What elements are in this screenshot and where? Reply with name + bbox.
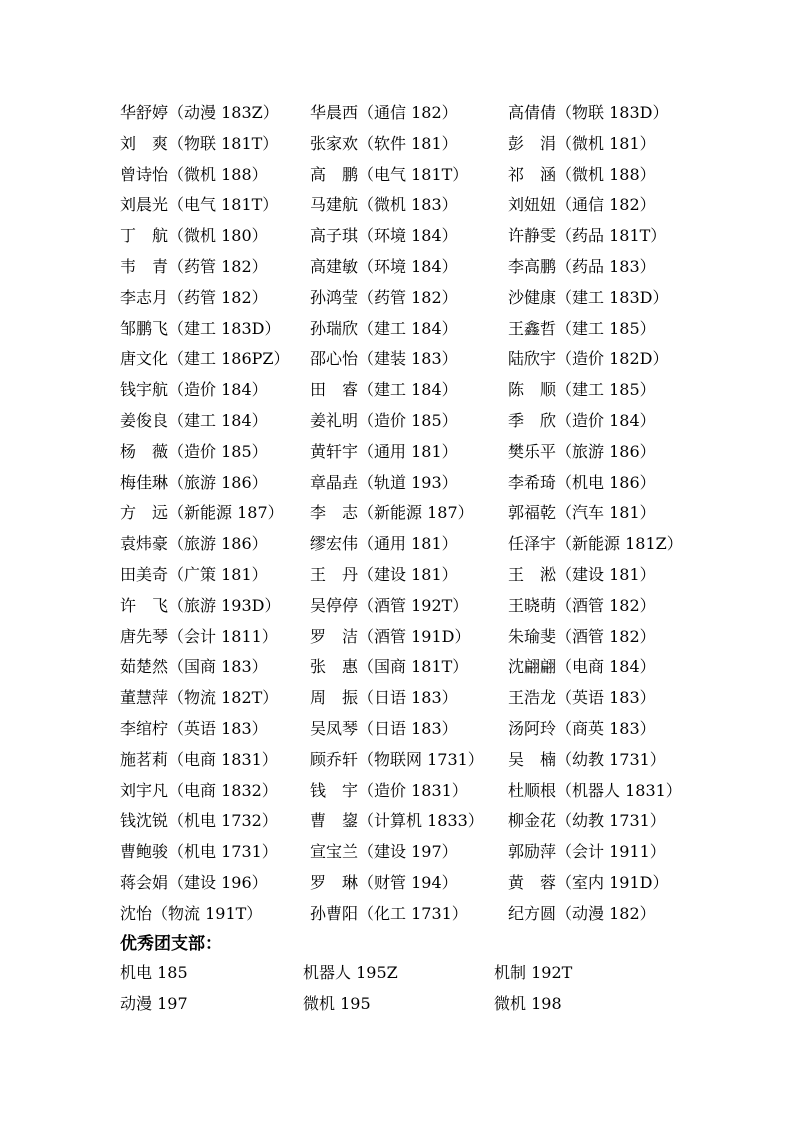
name-entry: 李 志（新能源 187）: [310, 503, 474, 523]
name-entry: 张 惠（国商 181T）: [310, 657, 469, 677]
name-entry: 马建航（微机 183）: [310, 195, 458, 215]
name-row: [0, 160, 793, 191]
name-entry: 丁 航（微机 180）: [120, 226, 268, 246]
name-entry: 纪方圆（动漫 182）: [508, 903, 656, 923]
name-row: [0, 560, 793, 591]
name-entry: 王 淞（建设 181）: [508, 564, 656, 584]
name-entry: 罗 琳（财管 194）: [310, 872, 458, 892]
name-row: [0, 622, 793, 653]
name-entry: 孙瑞欣（建工 184）: [310, 318, 458, 338]
honor-list: [0, 98, 793, 930]
name-entry: 施茗莉（电商 1831）: [120, 749, 278, 769]
name-row: [0, 252, 793, 283]
name-entry: 周 振（日语 183）: [310, 688, 458, 708]
name-entry: 陆欣宇（造价 182D）: [508, 349, 669, 369]
name-entry: 张家欢（软件 181）: [310, 133, 458, 153]
name-row: [0, 468, 793, 499]
name-entry: 唐文化（建工 186PZ）: [120, 349, 290, 369]
name-entry: 杨 薇（造价 185）: [120, 441, 268, 461]
name-entry: 刘 爽（物联 181T）: [120, 133, 279, 153]
name-entry: 韦 青（药管 182）: [120, 256, 268, 276]
name-entry: 宣宝兰（建设 197）: [310, 842, 458, 862]
name-entry: 罗 洁（酒管 191D）: [310, 626, 471, 646]
name-entry: 高建敏（环境 184）: [310, 256, 458, 276]
name-entry: 曹 鋆（计算机 1833）: [310, 811, 484, 831]
branch-entry: 机器人 195Z: [303, 963, 398, 982]
name-entry: 孙曹阳（化工 1731）: [310, 903, 468, 923]
name-row: [0, 806, 793, 837]
branch-entry: 机电 185: [120, 963, 188, 982]
name-entry: 方 远（新能源 187）: [120, 503, 284, 523]
name-entry: 王浩龙（英语 183）: [508, 688, 656, 708]
name-entry: 郭励萍（会计 1911）: [508, 842, 666, 862]
name-entry: 沈怡（物流 191T）: [120, 903, 263, 923]
name-entry: 姜礼明（造价 185）: [310, 410, 458, 430]
name-entry: 沙健康（建工 183D）: [508, 287, 669, 307]
name-entry: 许静雯（药品 181T）: [508, 226, 667, 246]
name-row: [0, 498, 793, 529]
name-entry: 吴 楠（幼教 1731）: [508, 749, 666, 769]
name-row: [0, 591, 793, 622]
name-entry: 黄轩宇（通用 181）: [310, 441, 458, 461]
name-row: [0, 714, 793, 745]
name-entry: 唐先琴（会计 1811）: [120, 626, 278, 646]
name-entry: 彭 涓（微机 181）: [508, 133, 656, 153]
name-row: [0, 776, 793, 807]
branch-row: [0, 989, 793, 1020]
name-entry: 陈 顺（建工 185）: [508, 380, 656, 400]
name-row: [0, 344, 793, 375]
name-entry: 姜俊良（建工 184）: [120, 410, 268, 430]
branch-entry: 微机 195: [303, 994, 371, 1013]
name-entry: 许 飞（旅游 193D）: [120, 595, 281, 615]
name-entry: 李希琦（机电 186）: [508, 472, 656, 492]
name-entry: 刘妞妞（通信 182）: [508, 195, 656, 215]
name-entry: 李志月（药管 182）: [120, 287, 268, 307]
name-entry: 李高鹏（药品 183）: [508, 256, 656, 276]
name-entry: 董慧萍（物流 182T）: [120, 688, 279, 708]
name-row: [0, 745, 793, 776]
name-row: [0, 375, 793, 406]
name-entry: 柳金花（幼教 1731）: [508, 811, 666, 831]
name-entry: 梅佳琳（旅游 186）: [120, 472, 268, 492]
name-entry: 田美奇（广策 181）: [120, 564, 268, 584]
name-entry: 沈翩翩（电商 184）: [508, 657, 656, 677]
name-entry: 朱瑜斐（酒管 182）: [508, 626, 656, 646]
name-row: [0, 652, 793, 683]
name-entry: 王晓萌（酒管 182）: [508, 595, 656, 615]
name-row: [0, 314, 793, 345]
name-entry: 钱沈锐（机电 1732）: [120, 811, 278, 831]
name-entry: 茹楚然（国商 183）: [120, 657, 268, 677]
name-entry: 汤阿玲（商英 183）: [508, 718, 656, 738]
name-row: [0, 837, 793, 868]
branch-entry: 机制 192T: [494, 963, 573, 982]
name-row: [0, 406, 793, 437]
name-row: [0, 868, 793, 899]
name-entry: 华晨西（通信 182）: [310, 103, 458, 122]
branch-list: [0, 958, 793, 1020]
name-row: [0, 98, 793, 129]
name-entry: 高子琪（环境 184）: [310, 226, 458, 246]
name-entry: 吴停停（酒管 192T）: [310, 595, 469, 615]
branch-entry: 微机 198: [494, 994, 562, 1013]
name-entry: 王 丹（建设 181）: [310, 564, 458, 584]
branch-entry: 动漫 197: [120, 994, 188, 1013]
name-entry: 章晶垚（轨道 193）: [310, 472, 458, 492]
section-heading: 优秀团支部：: [120, 934, 222, 954]
name-entry: 曾诗怡（微机 188）: [120, 164, 268, 184]
name-entry: 杜顺根（机器人 1831）: [508, 780, 682, 800]
name-entry: 王鑫哲（建工 185）: [508, 318, 656, 338]
name-entry: 吴凤琴（日语 183）: [310, 718, 458, 738]
name-entry: 李绾柠（英语 183）: [120, 718, 268, 738]
name-entry: 孙鸿莹（药管 182）: [310, 287, 458, 307]
name-entry: 任泽宇（新能源 181Z）: [508, 534, 683, 554]
name-entry: 钱 宇（造价 1831）: [310, 780, 468, 800]
branch-row: [0, 958, 793, 989]
name-entry: 祁 涵（微机 188）: [508, 164, 656, 184]
name-entry: 缪宏伟（通用 181）: [310, 534, 458, 554]
name-entry: 刘宇凡（电商 1832）: [120, 780, 278, 800]
name-entry: 蒋会娟（建设 196）: [120, 872, 268, 892]
name-entry: 曹鲍骏（机电 1731）: [120, 842, 278, 862]
name-row: [0, 437, 793, 468]
name-entry: 田 睿（建工 184）: [310, 380, 458, 400]
name-entry: 刘晨光（电气 181T）: [120, 195, 279, 215]
name-entry: 高 鹏（电气 181T）: [310, 164, 469, 184]
name-entry: 钱宇航（造价 184）: [120, 380, 268, 400]
name-entry: 黄 蓉（室内 191D）: [508, 872, 669, 892]
name-entry: 高倩倩（物联 183D）: [508, 103, 669, 122]
name-entry: 袁炜豪（旅游 186）: [120, 534, 268, 554]
name-entry: 樊乐平（旅游 186）: [508, 441, 656, 461]
name-row: [0, 221, 793, 252]
name-entry: 季 欣（造价 184）: [508, 410, 656, 430]
name-entry: 邹鹏飞（建工 183D）: [120, 318, 281, 338]
name-row: [0, 129, 793, 160]
name-row: [0, 683, 793, 714]
name-entry: 邵心怡（建装 183）: [310, 349, 458, 369]
name-entry: 华舒婷（动漫 183Z）: [120, 103, 279, 122]
name-entry: 郭福乾（汽车 181）: [508, 503, 656, 523]
name-row: [0, 283, 793, 314]
name-row: [0, 190, 793, 221]
name-entry: 顾乔轩（物联网 1731）: [310, 749, 484, 769]
name-row: [0, 899, 793, 930]
name-row: [0, 529, 793, 560]
